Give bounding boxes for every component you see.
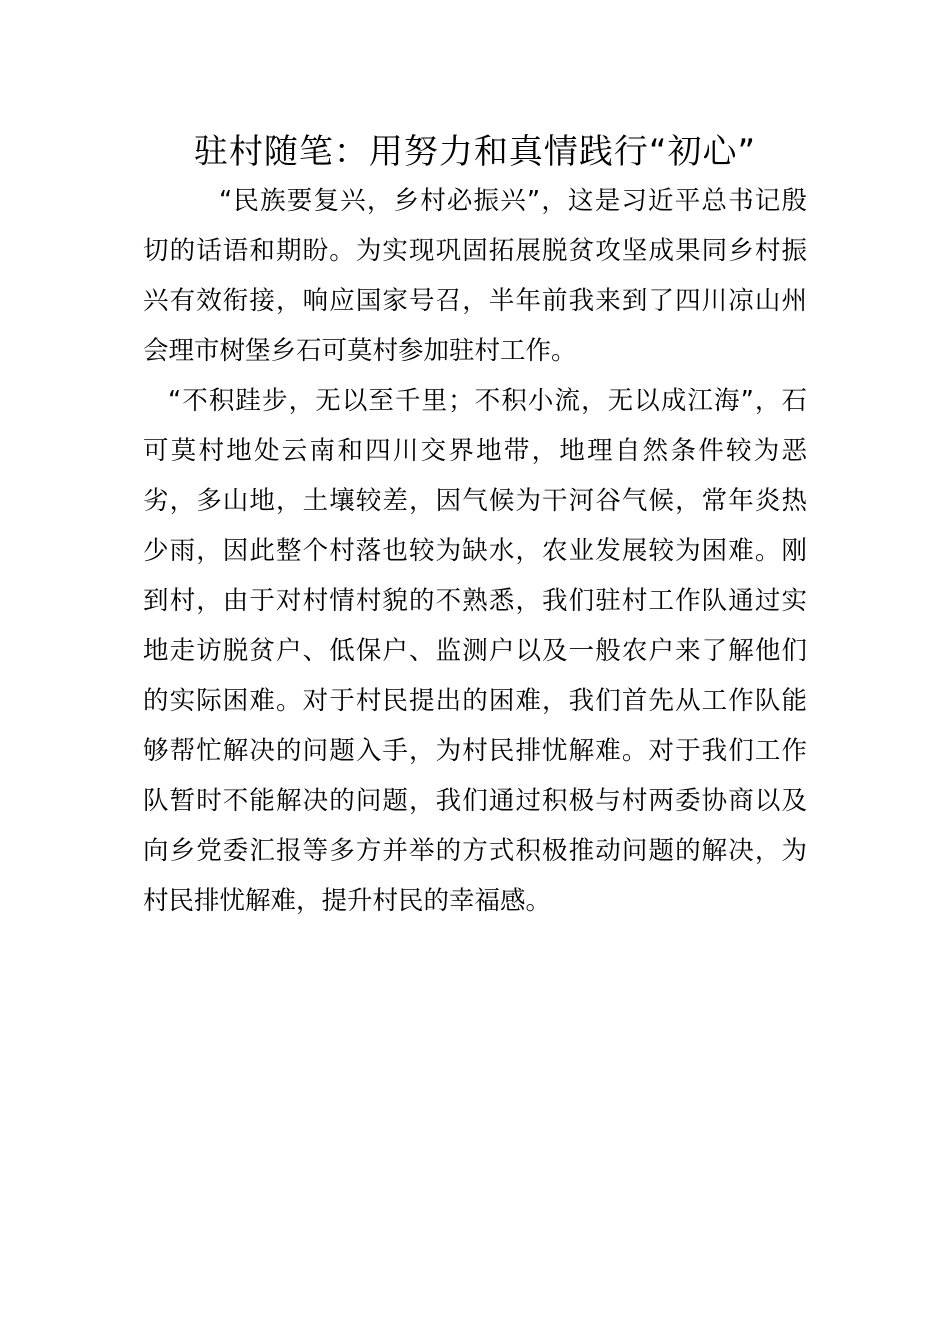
paragraph-2-line-11: 村民排忧解难，提升村民的幸福感。: [143, 886, 552, 916]
paragraph-2-line-2: 可莫村地处云南和四川交界地带，地理自然条件较为恶: [143, 436, 807, 466]
paragraph-2-line-7: 的实际困难。对于村民提出的困难，我们首先从工作队能: [143, 686, 807, 716]
paragraph-2-line-8: 够帮忙解决的问题入手，为村民排忧解难。对于我们工作: [143, 736, 807, 766]
paragraph-2-line-4: 少雨，因此整个村落也较为缺水，农业发展较为困难。刚: [143, 536, 807, 566]
paragraph-2-line-3: 劣，多山地，土壤较差，因气候为干河谷气候，常年炎热: [143, 486, 807, 516]
page-title: 驻村随笔：用努力和真情践行“初心”: [193, 132, 757, 172]
paragraph-2-line-1: “不积跬步，无以至千里；不积小流，无以成江海”，石: [168, 386, 807, 416]
paragraph-1-line-3: 兴有效衔接，响应国家号召，半年前我来到了四川凉山州: [143, 286, 807, 316]
paragraph-1-line-2: 切的话语和期盼。为实现巩固拓展脱贫攻坚成果同乡村振: [143, 236, 807, 266]
paragraph-1-line-1: “民族要复兴，乡村必振兴”，这是习近平总书记殷: [219, 186, 807, 216]
paragraph-2-line-9: 队暂时不能解决的问题，我们通过积极与村两委协商以及: [143, 786, 807, 816]
paragraph-2-line-10: 向乡党委汇报等多方并举的方式积极推动问题的解决，为: [143, 836, 807, 866]
paragraph-2-line-5: 到村，由于对村情村貌的不熟悉，我们驻村工作队通过实: [143, 586, 807, 616]
paragraph-1-line-4: 会理市树堡乡石可莫村参加驻村工作。: [143, 336, 577, 366]
paragraph-2-line-6: 地走访脱贫户、低保户、监测户以及一般农户来了解他们: [143, 636, 807, 666]
